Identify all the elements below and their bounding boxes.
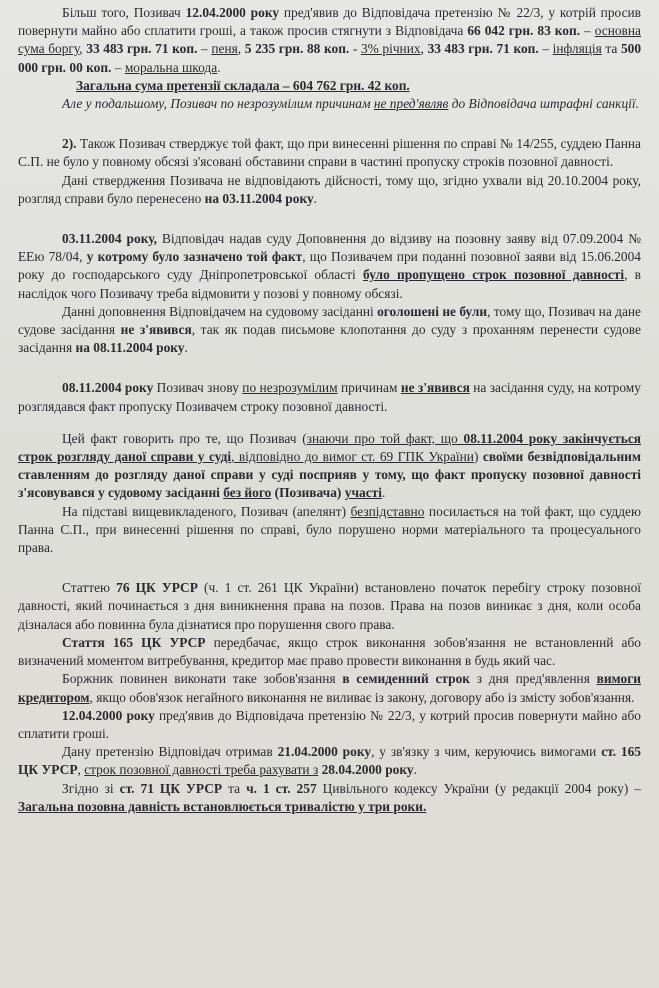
paragraph-08-11-2004: 08.11.2004 року Позивач знову по незрозумілим причинам не з'явився на засідання суду, на котрому розглядався факт пропуску Позивачем строку позовної давності. xyxy=(18,380,641,414)
paragraph-debtor: Боржник повинен виконати таке зобов'язання в семиденний строк з дня пред'явлення вимоги кредитором, якщо обов'язок негайного виконання не виливає із закону, договору або із змісту зобов'язання. xyxy=(18,671,641,705)
paragraph-supplements: Данні доповнення Відповідачем на судовому засіданні оголошені не були, тому що, Позивач на дане судове засідання не з'явився, так як подав письмове клопотання до суду з проханням перенести судове засідання на 08.11.2004 року. xyxy=(18,303,641,356)
paragraph-12-04-2000: 12.04.2000 року пред'явив до Відповідача претензію № 22/3, у котрий просив повернути майно або сплатити гроші. xyxy=(18,707,641,741)
paragraph-this-fact: Цей факт говорить про те, що Позивач (знаючи про той факт, що 08.11.2004 року закінчується строк розгляду даної справи у суді, відповідно до вимог ст. 69 ГПК України) своїми безвідповідальним ставленням до розгляду даної справи у суді посприяв у тому, що факт пропуску позовної давності з'ясовувався у судовому засіданні без його (Позивача) участі. xyxy=(18,430,642,501)
paragraph-statements: Дані ствердження Позивача не відповідають дійсності, тому що, згідно ухвали від 20.10.2004 року, розгляд справи було перенесено на 03.11.2004 року. xyxy=(18,172,641,206)
paragraph-received: Дану претензію Відповідач отримав 21.04.2000 року, у зв'язку з чим, керуючись вимогами ст. 165 ЦК УРСР, строк позовної давності треба рахувати з 28.04.2000 року. xyxy=(18,744,642,778)
paragraph-article-76: Статтею 76 ЦК УРСР (ч. 1 ст. 261 ЦК України) встановлено початок перебігу строку позовної давності, який починається з дня виникнення права на позов. Права на позов виникає з дня, коли особа дізналася або повинна була дізнатися про порушення свого права. xyxy=(18,580,641,632)
paragraph-point-2: 2). Також Позивач стверджує той факт, що при винесенні рішення по справі № 14/255, суддею Панна С.П. не було у повному обсязі з'ясовані обставини справи в частині пропуску строків позовної давності. xyxy=(18,136,641,170)
paragraph-conclusion: На підставі вищевикладеного, Позивач (апелянт) безпідставно посилається на той факт, що суддею Панна С.П., при винесенні рішення по справі, було порушено норми матеріального та процесуального права. xyxy=(18,503,641,556)
paragraph-article-71: Згідно зі ст. 71 ЦК УРСР та ч. 1 ст. 257 Цивільного кодексу України (у редакції 2004 року) – Загальна позовна давність встановлюється тривалістю у три роки. xyxy=(18,780,641,814)
paragraph-claim: Більш того, Позивач 12.04.2000 року пред'явив до Відповідача претензію № 22/3, у котрій просив повернути майно або сплатити гроші, а також просив стягнути з Відповідача 66 042 грн. 83 коп. – основна сума боргу, 33 483 грн. 71 коп. – пеня, 5 235 грн. 88 коп. - 3% річних, 33 483 грн. 71 коп. – інфляція та 500 000 грн. 00 коп. – моральна шкода. xyxy=(18,5,642,75)
paragraph-sanctions: Але у подальшому, Позивач по незрозумілим причинам не пред'являв до Відповідача штрафні санкції. xyxy=(62,96,639,112)
total-claim-line: Загальна сума претензії складала – 604 762 грн. 42 коп. xyxy=(76,77,410,93)
paragraph-03-11-2004: 03.11.2004 року, Відповідач надав суду Доповнення до відзиву на позовну заяву від 07.09.2004 № ЕЕю 78/04, у котрому було зазначено той факт, що Позивачем при поданні позовної заяви від 15.06.2004 року до господарського суду Дніпропетровської області було пропущено строк позовної давності, в наслідок чого Позивачу треба відмовити у позові у повному обсязі. xyxy=(18,231,641,301)
paragraph-article-165: Стаття 165 ЦК УРСР передбачає, якщо строк виконання зобов'язання не встановлений або визначений моментом витребування, кредитор має право провести виконання в будь який час. xyxy=(18,634,641,669)
